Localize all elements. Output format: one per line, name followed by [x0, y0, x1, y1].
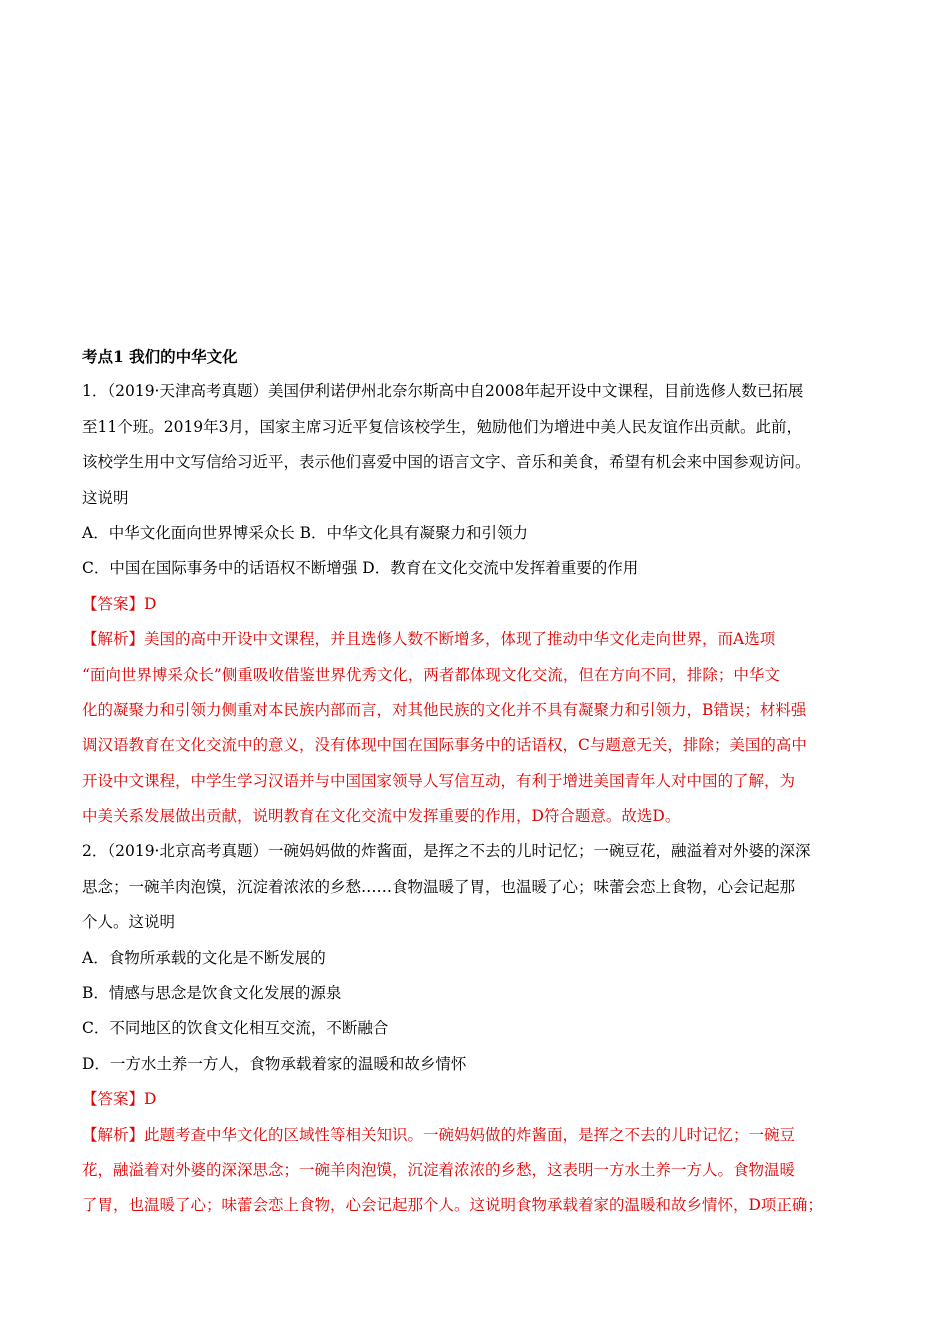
option-line: C．不同地区的饮食文化相互交流，不断融合	[82, 1019, 389, 1038]
answer-label: 【答案】D	[82, 1090, 157, 1109]
analysis-line: 中美关系发展做出贡献，说明教育在文化交流中发挥重要的作用，D符合题意。故选D。	[82, 807, 681, 826]
analysis-line: 调汉语教育在文化交流中的意义，没有体现中国在国际事务中的话语权，C与题意无关，排除；美国的高中	[82, 736, 807, 755]
question-1	[82, 374, 882, 834]
analysis-line: 化的凝聚力和引领力侧重对本民族内部而言，对其他民族的文化并不具有凝聚力和引领力，B错误；材料强	[82, 700, 807, 719]
option-line: A．中华文化面向世界博采众长 B．中华文化具有凝聚力和引领力	[82, 523, 529, 542]
question-stem-line: 思念；一碗羊肉泡馍，沉淀着浓浓的乡愁……食物温暖了胃，也温暖了心；味蕾会恋上食物，心会记起那	[82, 877, 796, 896]
option-line: B．情感与思念是饮食文化发展的源泉	[82, 984, 342, 1003]
document-content	[82, 339, 882, 1224]
question-stem-line: 该校学生用中文写信给习近平，表示他们喜爱中国的语言文字、音乐和美食，希望有机会来中国参观访问。	[82, 453, 811, 472]
analysis-line: 【解析】美国的高中开设中文课程，并且选修人数不断增多，体现了推动中华文化走向世界，而A选项	[82, 630, 776, 649]
option-line: C．中国在国际事务中的话语权不断增强 D．教育在文化交流中发挥着重要的作用	[82, 559, 639, 578]
analysis-line: 【解析】此题考查中华文化的区域性等相关知识。一碗妈妈做的炸酱面，是挥之不去的儿时记忆；一碗豆	[82, 1125, 796, 1144]
section-title: 考点1 我们的中华文化	[82, 347, 238, 366]
option-line: D．一方水土养一方人，食物承载着家的温暖和故乡情怀	[82, 1054, 467, 1073]
question-2	[82, 834, 882, 1223]
analysis-line: “面向世界博采众长”侧重吸收借鉴世界优秀文化，两者都体现文化交流，但在方向不同，排除；中华文	[82, 665, 780, 684]
question-stem-line: 个人。这说明	[82, 913, 176, 932]
answer-label: 【答案】D	[82, 594, 157, 613]
question-stem-line: 至11个班。2019年3月，国家主席习近平复信该校学生，勉励他们为增进中美人民友谊作出贡献。此前，	[82, 417, 803, 436]
question-stem-line: 2．（2019·北京高考真题）一碗妈妈做的炸酱面，是挥之不去的儿时记忆；一碗豆花，融溢着对外婆的深深	[82, 842, 811, 861]
analysis-line: 了胃，也温暖了心；味蕾会恋上食物，心会记起那个人。这说明食物承载着家的温暖和故乡情怀，D项正确；	[82, 1196, 823, 1215]
option-line: A．食物所承载的文化是不断发展的	[82, 948, 326, 967]
analysis-line: 开设中文课程，中学生学习汉语并与中国国家领导人写信互动，有利于增进美国青年人对中国的了解，为	[82, 771, 796, 790]
question-stem-line: 这说明	[82, 488, 129, 507]
question-stem-line: 1．（2019·天津高考真题）美国伊利诺伊州北奈尔斯高中自2008年起开设中文课程，目前选修人数已拓展	[82, 382, 804, 401]
analysis-line: 花，融溢着对外婆的深深思念；一碗羊肉泡馍，沉淀着浓浓的乡愁，这表明一方水土养一方人。食物温暖	[82, 1160, 796, 1179]
